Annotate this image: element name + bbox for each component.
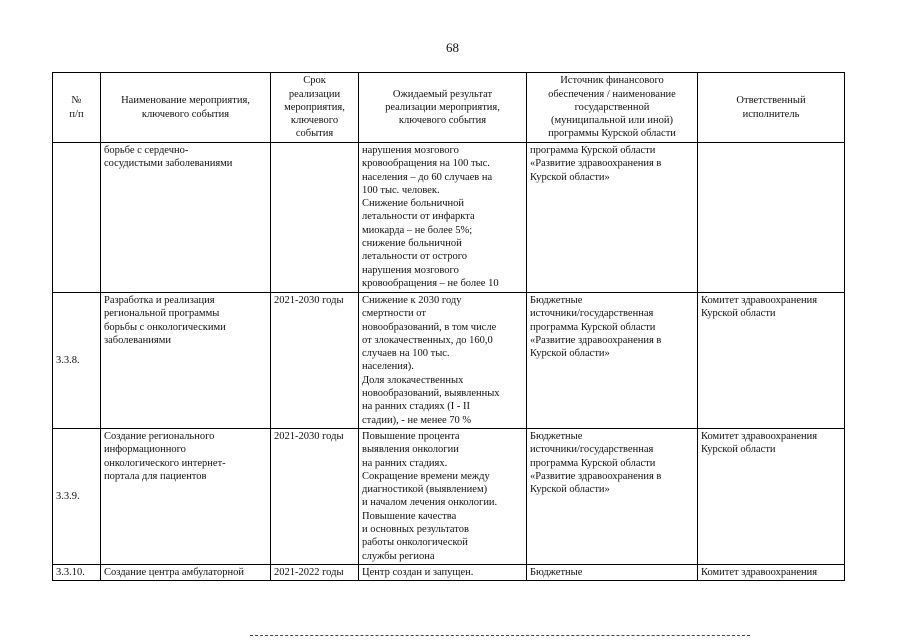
table-row [53, 143, 845, 293]
cell-name: борьбе с сердечно- сосудистыми заболеваниями [101, 143, 271, 293]
page-number: 68 [446, 40, 459, 55]
cell-term: 2021-2022 годы [271, 564, 359, 580]
measures-table [52, 72, 845, 581]
cell-source: Бюджетные [527, 564, 698, 580]
cell-executor: Комитет здравоохранения [698, 564, 845, 580]
cell-executor: Комитет здравоохранения Курской области [698, 428, 845, 564]
table-row [53, 564, 845, 580]
cell-result: Снижение к 2030 году смертности от новообразований, в том числе от злокачественных, до 160,0 случаев на 100 тыс. населения). Доля злокачественных новообразований, выявленных на ранних стадиях (I - II стадии), - не менее 70 % [359, 293, 527, 429]
table-row [53, 428, 845, 564]
cell-executor [698, 143, 845, 293]
cell-source: программа Курской области «Развитие здравоохранения в Курской области» [527, 143, 698, 293]
cell-num: 3.3.10. [53, 564, 101, 580]
cell-name: Разработка и реализация региональной программы борьбы с онкологическими заболеваниями [101, 293, 271, 429]
cell-executor: Комитет здравоохранения Курской области [698, 293, 845, 429]
page-bottom-rule [250, 635, 750, 636]
header-source: Источник финансового обеспечения / наименование государственной (муниципальной или иной) программы Курской области [527, 73, 698, 143]
table-row [53, 293, 845, 429]
header-term: Срок реализации мероприятия, ключевого события [271, 73, 359, 143]
cell-num [53, 143, 101, 293]
cell-result: нарушения мозгового кровообращения на 100 тыс. населения – до 60 случаев на 100 тыс. человек. Снижение больничной летальности от инфаркта миокарда – не более 5%; снижение больничной летальности от острого нарушения мозгового кровообращения – не более 10 [359, 143, 527, 293]
cell-term: 2021-2030 годы [271, 428, 359, 564]
cell-term [271, 143, 359, 293]
cell-num: 3.3.8. [53, 293, 101, 429]
cell-num: 3.3.9. [53, 428, 101, 564]
cell-source: Бюджетные источники/государственная программа Курской области «Развитие здравоохранения в Курской области» [527, 293, 698, 429]
header-num: № п/п [53, 73, 101, 143]
header-executor: Ответственный исполнитель [698, 73, 845, 143]
header-name: Наименование мероприятия, ключевого события [101, 73, 271, 143]
cell-term: 2021-2030 годы [271, 293, 359, 429]
cell-result: Повышение процента выявления онкологии на ранних стадиях. Сокращение времени между диагностикой (выявлением) и началом лечения онкологии. Повышение качества и основных результатов работы онкологической службы региона [359, 428, 527, 564]
cell-source: Бюджетные источники/государственная программа Курской области «Развитие здравоохранения в Курской области» [527, 428, 698, 564]
cell-result: Центр создан и запущен. [359, 564, 527, 580]
cell-name: Создание центра амбулаторной [101, 564, 271, 580]
cell-name: Создание регионального информационного онкологического интернет- портала для пациентов [101, 428, 271, 564]
table-header-row [53, 73, 845, 143]
header-result: Ожидаемый результат реализации мероприятия, ключевого события [359, 73, 527, 143]
